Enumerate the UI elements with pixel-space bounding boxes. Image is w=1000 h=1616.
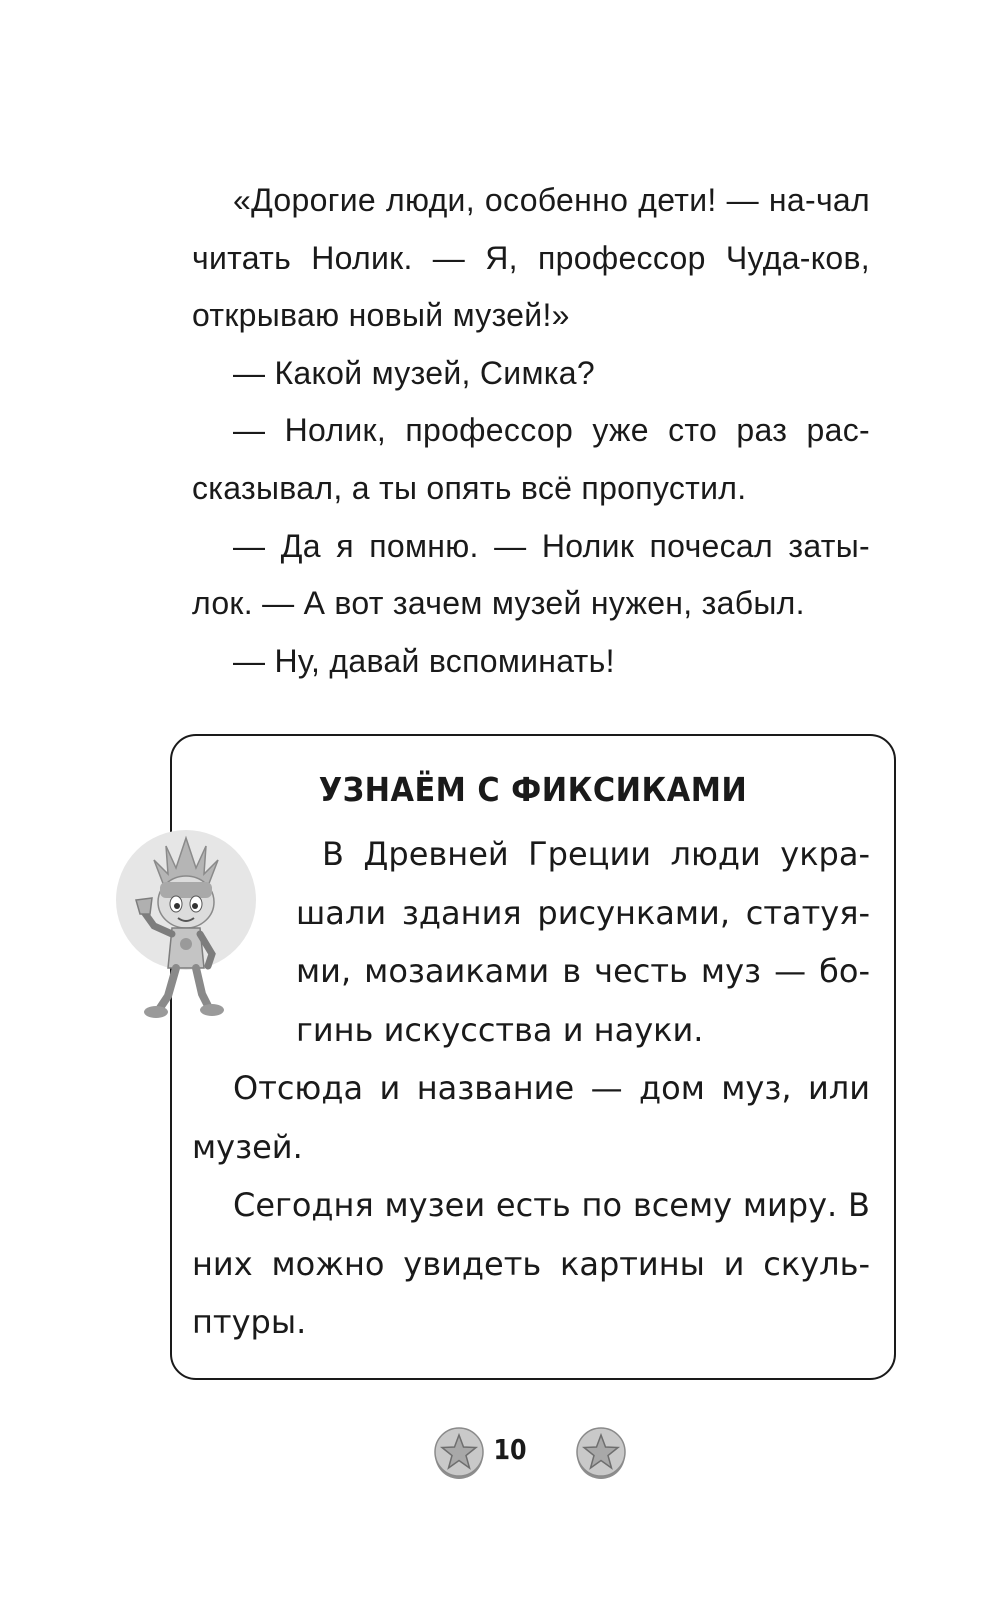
story-text bbox=[192, 172, 870, 690]
info-paragraph: Сегодня музеи есть по всему миру. В них можно увидеть картины и скуль-птуры. bbox=[192, 1186, 870, 1341]
page-number: 10 bbox=[493, 1433, 527, 1466]
story-paragraph: «Дорогие люди, особенно дети! — на-чал читать Нолик. — Я, профессор Чуда-ков, открываю новый музей!» bbox=[192, 182, 870, 334]
story-paragraph: — Да я помню. — Нолик почесал заты-лок. — А вот зачем музей нужен, забыл. bbox=[192, 527, 870, 622]
star-coin-icon bbox=[431, 1425, 487, 1481]
story-paragraph: — Нолик, профессор уже сто раз рас-сказывал, а ты опять всё пропустил. bbox=[192, 412, 870, 506]
info-paragraph: Отсюда и название — дом муз, или музей. bbox=[192, 1069, 870, 1166]
info-box-text bbox=[192, 825, 870, 1352]
page-footer bbox=[0, 1425, 1000, 1485]
story-paragraph: — Какой музей, Симка? bbox=[233, 354, 595, 391]
star-coin-icon bbox=[573, 1425, 629, 1481]
story-paragraph: — Ну, давай вспоминать! bbox=[233, 642, 615, 679]
info-box-title: УЗНАЁМ С ФИКСИКАМИ bbox=[318, 770, 748, 809]
info-paragraph: В Древней Греции люди укра-шали здания рисунками, статуя-ми, мозаиками в честь муз — бо-гинь искусства и науки. bbox=[296, 835, 870, 1049]
